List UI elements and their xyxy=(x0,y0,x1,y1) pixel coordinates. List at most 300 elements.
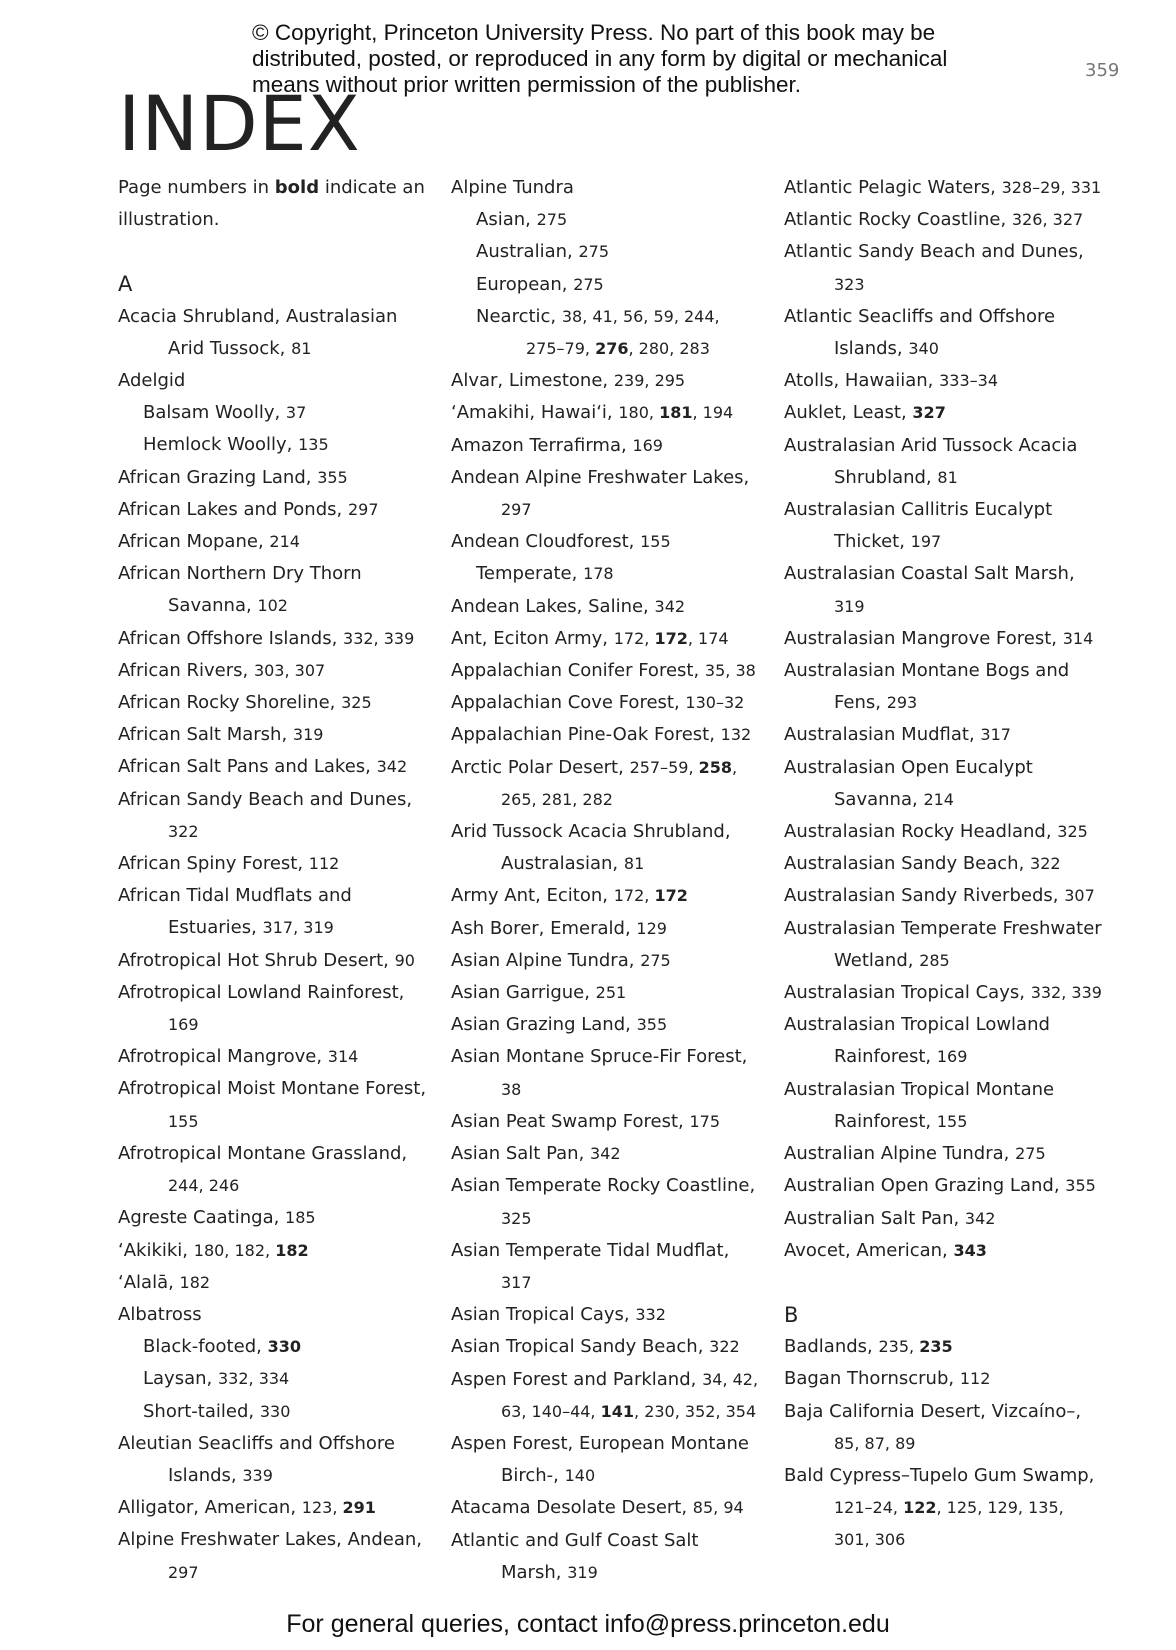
page-references xyxy=(286,403,306,422)
index-term: Temperate, xyxy=(476,563,584,585)
index-term: Baja California Desert, Vizcaíno–, xyxy=(784,1400,1082,1422)
page-references xyxy=(285,1208,316,1227)
index-entry xyxy=(118,977,428,1041)
index-subentry xyxy=(451,301,761,365)
page-ref: 155 xyxy=(168,1111,199,1131)
page-references xyxy=(168,1176,239,1195)
index-term: European, xyxy=(476,273,574,295)
page-ref: 37 xyxy=(285,403,307,423)
index-entry xyxy=(118,1041,428,1073)
page-references xyxy=(302,1498,376,1517)
index-term: Afrotropical Moist Montane Forest, xyxy=(118,1078,427,1100)
index-entry xyxy=(118,365,428,397)
index-section-letter: B xyxy=(784,1302,799,1327)
page-references xyxy=(690,1112,721,1131)
index-entry xyxy=(118,784,428,848)
index-term: Auklet, Least, xyxy=(784,402,913,424)
page-ref: 275 xyxy=(573,274,604,294)
page-references xyxy=(348,500,379,519)
index-entry xyxy=(118,719,428,751)
page-ref: 333–34 xyxy=(939,371,998,391)
index-term: Bagan Thornscrub, xyxy=(784,1368,960,1390)
index-term: Asian Salt Pan, xyxy=(451,1143,591,1165)
index-entry xyxy=(451,623,761,655)
index-term: Aspen Forest, European Montane Birch-, xyxy=(451,1432,749,1487)
page-ref: 135 xyxy=(298,435,329,455)
page-ref: , 125, 129, 135, 301, 306 xyxy=(834,1498,1064,1550)
page-ref: 325 xyxy=(501,1208,532,1228)
index-term: Andean Alpine Freshwater Lakes, xyxy=(451,466,750,488)
index-term: Australian Alpine Tundra, xyxy=(784,1143,1016,1165)
index-term: Asian Alpine Tundra, xyxy=(451,949,641,971)
page-ref: 197 xyxy=(910,532,942,552)
page-ref: , 174 xyxy=(687,628,729,648)
index-term: Asian Temperate Tidal Mudflat, xyxy=(451,1239,730,1261)
page-references xyxy=(395,951,415,970)
page-ref: 102 xyxy=(257,596,288,616)
index-term: African Rivers, xyxy=(118,659,254,681)
page-ref: 340 xyxy=(908,339,939,359)
page-ref: 155 xyxy=(936,1111,968,1131)
index-term: Australasian Mangrove Forest, xyxy=(784,627,1063,649)
index-term: Australasian Tropical Montane Rainforest, xyxy=(784,1078,1055,1132)
page-references xyxy=(887,693,918,712)
page-references xyxy=(1057,822,1088,841)
page-ref: 244, 246 xyxy=(168,1176,240,1196)
index-entry xyxy=(784,301,1104,365)
index-term: Andean Lakes, Saline, xyxy=(451,595,655,617)
index-entry xyxy=(784,1331,1104,1363)
page-ref: 322 xyxy=(168,821,199,841)
index-entry xyxy=(118,751,428,783)
index-term: Australian Salt Pan, xyxy=(784,1207,965,1229)
index-entry xyxy=(784,913,1104,977)
index-entries xyxy=(118,268,428,1588)
index-entry xyxy=(118,945,428,977)
index-entry xyxy=(784,558,1104,622)
illustration-page-ref: 182 xyxy=(275,1240,309,1260)
index-term: Australasian Sandy Beach, xyxy=(784,853,1031,875)
page-references xyxy=(640,951,671,970)
page-ref: 319 xyxy=(834,596,865,616)
page-ref: 155 xyxy=(640,532,671,552)
page-ref: 85, 87, 89 xyxy=(834,1433,916,1453)
page-ref: , 194 xyxy=(692,403,734,423)
index-term: Alligator, American, xyxy=(118,1497,302,1519)
page-references xyxy=(923,790,954,809)
illustration-page-ref: 258 xyxy=(698,757,733,777)
index-term: Australasian Montane Bogs and Fens, xyxy=(784,660,1070,714)
index-entry xyxy=(118,1299,428,1331)
page-references xyxy=(911,532,942,551)
page-references xyxy=(194,1241,309,1260)
page-references xyxy=(834,1434,915,1453)
page-ref: 81 xyxy=(291,338,312,358)
page-ref: 38 xyxy=(501,1079,522,1099)
page-references xyxy=(834,1498,1064,1549)
index-entry xyxy=(118,301,428,365)
page-ref: 297 xyxy=(168,1562,199,1582)
index-entry xyxy=(784,1396,1104,1460)
index-subentry xyxy=(118,1331,428,1363)
index-entry xyxy=(451,719,761,751)
page-ref: 185 xyxy=(285,1208,316,1228)
index-entry xyxy=(451,172,761,204)
page-ref: 342 xyxy=(376,757,408,777)
index-term: Asian Grazing Land, xyxy=(451,1014,637,1036)
index-entry xyxy=(451,1041,761,1105)
page-ref: 81 xyxy=(937,467,958,487)
page-references xyxy=(501,500,532,519)
page-ref: 38, 41, 56, 59, 244, 275–79, xyxy=(526,306,720,359)
page-references xyxy=(635,1305,666,1324)
index-term: Australasian Callitris Eucalypt Thicket, xyxy=(784,499,1053,553)
index-term: Atacama Desolate Desert, xyxy=(451,1497,693,1519)
index-entry xyxy=(784,1074,1104,1138)
index-entry xyxy=(784,494,1104,558)
illustration-page-ref: 330 xyxy=(267,1337,301,1357)
page-ref: 182 xyxy=(179,1272,211,1292)
index-term: African Sandy Beach and Dunes, xyxy=(118,788,413,810)
page-ref: 319 xyxy=(292,725,324,745)
index-term: Amazon Terrafirma, xyxy=(451,434,633,456)
page-references xyxy=(685,693,744,712)
page-ref: 332 xyxy=(635,1305,666,1325)
page-ref: 180, 182, xyxy=(193,1240,276,1260)
page-references xyxy=(254,661,325,680)
index-entry xyxy=(784,719,1104,751)
index-subentry xyxy=(118,397,428,429)
page-ref: 297 xyxy=(347,499,379,519)
page-references xyxy=(168,1015,199,1034)
index-entry xyxy=(784,848,1104,880)
index-entries xyxy=(451,172,761,1589)
page-ref: 112 xyxy=(959,1369,991,1389)
page-references xyxy=(377,757,408,776)
index-term: African Rocky Shoreline, xyxy=(118,692,342,714)
index-term: ‘Alalā, xyxy=(118,1271,180,1293)
index-term: Asian Montane Spruce-Fir Forest, xyxy=(451,1046,748,1068)
page-ref: 355 xyxy=(636,1015,668,1035)
page-ref: 319 xyxy=(567,1562,598,1582)
page-references xyxy=(655,597,686,616)
index-entry xyxy=(451,913,761,945)
illustration-page-ref: 141 xyxy=(600,1401,635,1421)
index-subentry xyxy=(451,236,761,268)
index-entry xyxy=(451,430,761,462)
index-term: Alpine Tundra xyxy=(451,177,574,198)
index-entry xyxy=(118,1073,428,1137)
index-entry xyxy=(784,1138,1104,1170)
index-entry xyxy=(451,977,761,1009)
index-term: African Northern Dry Thorn Savanna, xyxy=(118,563,362,617)
page-references xyxy=(291,339,311,358)
index-term: Agreste Caatinga, xyxy=(118,1207,286,1229)
index-term: Afrotropical Lowland Rainforest, xyxy=(118,981,405,1003)
page-references xyxy=(501,1273,532,1292)
page-references xyxy=(1015,1144,1046,1163)
page-references xyxy=(537,210,568,229)
index-intro-note xyxy=(118,172,428,236)
index-subentry xyxy=(118,1363,428,1395)
page-ref: 317 xyxy=(980,725,1011,745)
index-entry xyxy=(784,880,1104,912)
index-subentry xyxy=(451,269,761,301)
index-term: ‘Amakihi, Hawai‘i, xyxy=(451,402,619,424)
page-ref: 339 xyxy=(242,1465,273,1485)
page-references xyxy=(637,1015,668,1034)
page-references xyxy=(343,629,414,648)
index-term: Alpine Freshwater Lakes, Andean, xyxy=(118,1529,422,1551)
page-ref: 169 xyxy=(936,1047,968,1067)
index-term: Asian Garrigue, xyxy=(451,982,596,1004)
page-references xyxy=(1002,178,1102,197)
index-entry xyxy=(118,623,428,655)
index-entry xyxy=(784,365,1104,397)
page-ref: 275 xyxy=(578,242,610,262)
page-ref: 314 xyxy=(1062,628,1094,648)
page-references xyxy=(1065,1176,1096,1195)
page-ref: 323 xyxy=(834,274,865,294)
index-entry xyxy=(451,945,761,977)
page-ref: 235, xyxy=(878,1337,920,1357)
index-entry xyxy=(118,1138,428,1202)
page-ref: 132 xyxy=(720,725,752,745)
page-title: INDEX xyxy=(118,79,361,168)
index-entry xyxy=(118,1235,428,1267)
index-entry xyxy=(784,397,1104,429)
index-entry xyxy=(451,816,761,880)
index-term: Ash Borer, Emerald, xyxy=(451,917,637,939)
index-term: Australasian Mudflat, xyxy=(784,724,981,746)
index-term: Atlantic and Gulf Coast Salt Marsh, xyxy=(451,1529,699,1583)
index-term: Australasian Arid Tussock Acacia Shrubland, xyxy=(784,434,1078,488)
index-entry xyxy=(784,816,1104,848)
page-ref: 328–29, 331 xyxy=(1001,178,1102,197)
index-term: Afrotropical Montane Grassland, xyxy=(118,1142,408,1164)
page-ref: 342 xyxy=(964,1208,996,1228)
page-references xyxy=(960,1369,991,1388)
index-column-3 xyxy=(784,172,1104,1557)
index-entry xyxy=(118,1267,428,1299)
index-term: African Grazing Land, xyxy=(118,466,318,488)
page-ref: 35, 38 xyxy=(704,661,756,681)
index-entry xyxy=(118,848,428,880)
page-ref: 34, 42, 63, 140–44, xyxy=(501,1369,759,1421)
footer-contact: For general queries, contact info@press.princeton.edu xyxy=(286,1610,890,1638)
index-term: Aspen Forest and Parkland, xyxy=(451,1368,703,1390)
page-ref: 121–24, xyxy=(834,1498,904,1518)
page-references xyxy=(954,1241,987,1260)
page-references xyxy=(1012,210,1083,229)
page-references xyxy=(341,693,372,712)
index-term: Andean Cloudforest, xyxy=(451,531,641,553)
page-ref: 293 xyxy=(886,693,918,713)
illustration-page-ref: 343 xyxy=(953,1240,987,1260)
page-ref: 322 xyxy=(1030,854,1061,874)
index-column-1 xyxy=(118,172,428,1589)
page-references xyxy=(980,725,1011,744)
index-entry xyxy=(118,1202,428,1234)
index-term: Army Ant, Eciton, xyxy=(451,885,614,907)
index-entry xyxy=(451,526,761,558)
page-ref: 180, xyxy=(618,403,660,423)
index-entry xyxy=(784,172,1104,204)
page-ref: 330 xyxy=(259,1401,291,1421)
page-references xyxy=(269,532,300,551)
index-entry xyxy=(451,591,761,623)
index-term: Albatross xyxy=(118,1303,202,1325)
page-ref: 332, 339 xyxy=(343,628,415,648)
page-ref: , 230, 352, 354 xyxy=(634,1401,757,1421)
index-term: Australian, xyxy=(476,241,579,263)
page-references xyxy=(218,1369,289,1388)
index-term: Asian Tropical Cays, xyxy=(451,1304,636,1326)
page-ref: , 265, 281, 282 xyxy=(501,757,738,809)
index-entry xyxy=(118,1492,428,1524)
index-entry xyxy=(784,204,1104,236)
index-term: Australasian Temperate Freshwater Wetland, xyxy=(784,917,1102,971)
page-references xyxy=(328,1047,359,1066)
page-ref: 326, 327 xyxy=(1011,210,1084,230)
page-references xyxy=(937,468,957,487)
page-references xyxy=(298,435,329,454)
page-references xyxy=(939,371,998,390)
page-references xyxy=(709,1337,740,1356)
index-entry xyxy=(451,1299,761,1331)
index-entry xyxy=(118,494,428,526)
page-ref: 314 xyxy=(327,1047,359,1067)
page-references xyxy=(636,919,667,938)
index-entry xyxy=(451,1106,761,1138)
page-references xyxy=(168,822,199,841)
index-entry xyxy=(451,880,761,912)
page-references xyxy=(268,1337,301,1356)
index-term: Aleutian Seacliffs and Offshore Islands, xyxy=(118,1432,395,1486)
index-term: Appalachian Conifer Forest, xyxy=(451,660,705,682)
index-subentry xyxy=(118,429,428,461)
page-ref: 275 xyxy=(1015,1144,1046,1164)
page-ref: 322 xyxy=(709,1337,740,1357)
page-ref: 303, 307 xyxy=(253,660,326,680)
index-entry xyxy=(118,558,428,622)
page-references xyxy=(632,436,663,455)
index-term: Nearctic, xyxy=(476,305,562,327)
index-term: Australian Open Grazing Land, xyxy=(784,1175,1066,1197)
illustration-page-ref: 172 xyxy=(654,886,688,906)
page-ref: 130–32 xyxy=(685,693,745,713)
page-ref: 307 xyxy=(1064,886,1095,906)
index-entry xyxy=(118,880,428,944)
index-entry xyxy=(451,1364,761,1428)
page-ref: 169 xyxy=(632,435,663,455)
illustration-page-ref: 235 xyxy=(919,1337,953,1357)
illustration-page-ref: 172 xyxy=(654,628,688,648)
page-references xyxy=(614,629,729,648)
page-references xyxy=(965,1209,996,1228)
index-term: Australasian Tropical Lowland Rainforest, xyxy=(784,1014,1050,1068)
index-term: Short-tailed, xyxy=(143,1400,260,1422)
index-term: Adelgid xyxy=(118,370,186,392)
index-term: Afrotropical Hot Shrub Desert, xyxy=(118,949,395,971)
index-entry xyxy=(784,1170,1104,1202)
index-column-2 xyxy=(451,172,761,1589)
page-ref: 251 xyxy=(595,983,627,1003)
index-term: Appalachian Cove Forest, xyxy=(451,692,686,714)
illustration-page-ref: 122 xyxy=(903,1498,937,1518)
index-entry xyxy=(451,1009,761,1041)
page-references xyxy=(937,1047,968,1066)
index-entry xyxy=(784,430,1104,494)
index-entry xyxy=(451,1428,761,1492)
illustration-page-ref: 276 xyxy=(595,339,629,359)
index-entry xyxy=(451,1525,761,1589)
index-term: African Salt Marsh, xyxy=(118,724,293,746)
page-ref: 123, xyxy=(301,1498,343,1518)
page-ref: 275 xyxy=(536,210,568,230)
page-ref: 140 xyxy=(564,1466,596,1486)
page-references xyxy=(263,918,334,937)
illustration-page-ref: 327 xyxy=(912,403,946,423)
index-term: Asian, xyxy=(476,209,537,231)
page-references xyxy=(596,983,627,1002)
index-entry xyxy=(784,1235,1104,1267)
page-ref: 325 xyxy=(341,693,372,713)
page-references xyxy=(834,275,865,294)
page-references xyxy=(640,532,671,551)
page-references xyxy=(590,1144,621,1163)
page-number: 359 xyxy=(1085,60,1120,81)
page-references xyxy=(168,1563,199,1582)
index-term: Arid Tussock Acacia Shrubland, Australasian, xyxy=(451,821,731,875)
index-term: ‘Akikiki, xyxy=(118,1239,194,1261)
index-term: Australasian Coastal Salt Marsh, xyxy=(784,563,1075,585)
index-entry xyxy=(451,397,761,429)
index-term: Appalachian Pine-Oak Forest, xyxy=(451,724,721,746)
page-ref: 129 xyxy=(636,918,667,938)
page-ref: 169 xyxy=(168,1015,199,1035)
index-entry xyxy=(784,236,1104,300)
index-term: Atlantic Rocky Coastline, xyxy=(784,209,1012,231)
intro-text-after: indicate an illustration. xyxy=(118,177,425,231)
page-references xyxy=(501,1209,532,1228)
page-references xyxy=(242,1466,273,1485)
page-ref: 214 xyxy=(269,532,300,552)
index-subentry xyxy=(451,204,761,236)
page-ref: 275 xyxy=(640,950,671,970)
index-term: African Mopane, xyxy=(118,531,270,553)
page-references xyxy=(618,403,733,422)
intro-text-before: Page numbers in xyxy=(118,177,275,198)
index-entry xyxy=(451,655,761,687)
index-term: Balsam Woolly, xyxy=(143,402,286,424)
illustration-page-ref: 181 xyxy=(659,403,693,423)
page-references xyxy=(1063,629,1094,648)
page-ref: 342 xyxy=(654,596,686,616)
page-ref: 355 xyxy=(1065,1176,1096,1196)
page-references xyxy=(573,275,604,294)
page-ref: 325 xyxy=(1057,822,1088,842)
illustration-page-ref: 291 xyxy=(342,1498,376,1518)
index-subentry xyxy=(118,1396,428,1428)
page-ref: 355 xyxy=(317,467,348,487)
page-references xyxy=(501,1080,521,1099)
page-references xyxy=(1064,886,1095,905)
index-term: Australasian Tropical Cays, xyxy=(784,982,1031,1004)
page-references xyxy=(578,242,609,261)
index-entry xyxy=(451,1138,761,1170)
page-ref: 239, 295 xyxy=(613,371,686,391)
